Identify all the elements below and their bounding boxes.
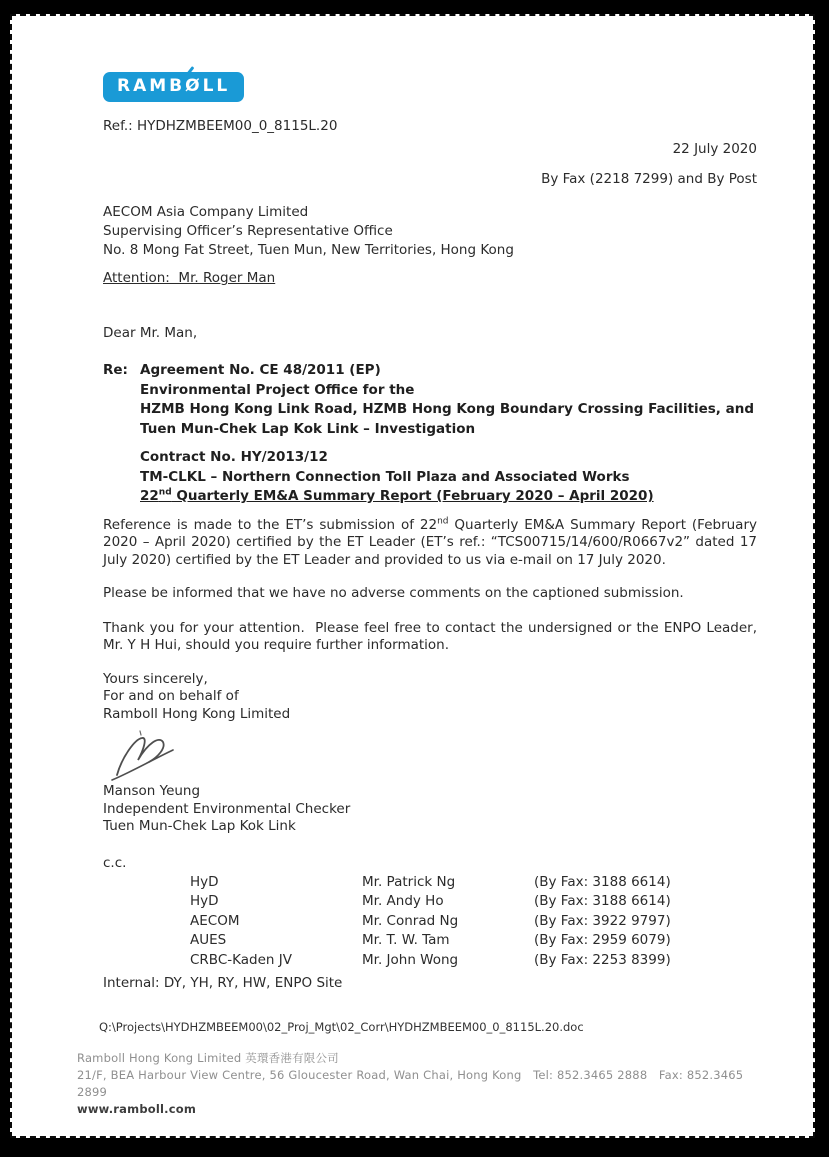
cc-fax: (By Fax: 3188 6614) (534, 873, 671, 890)
cc-row (190, 931, 757, 951)
report-title-rest: Quarterly EM&A Summary Report (February 2020 – April 2020) (171, 488, 654, 504)
report-title-pre: 22 (140, 488, 159, 504)
closing-block (103, 671, 757, 724)
cc-row (190, 951, 757, 971)
cc-row (190, 873, 757, 893)
cc-label: c.c. (103, 854, 127, 871)
cc-fax: (By Fax: 2253 8399) (534, 951, 671, 968)
footer-website: www.ramboll.com (77, 1101, 197, 1116)
contract-block (140, 448, 757, 507)
cc-org: AUES (190, 932, 227, 948)
cc-org: CRBC-Kaden JV (190, 951, 292, 968)
ramboll-logo-text: RAMBØLL (117, 76, 231, 96)
subject-block (103, 361, 757, 439)
paragraph-thanks: Thank you for your attention. Please feel free to contact the undersigned or the ENPO Leader, Mr. Y H Hui, should you require further information. (103, 619, 762, 653)
closing-line: For and on behalf of (103, 688, 239, 704)
superscript-nd: nd (158, 487, 172, 498)
cc-name: Mr. John Wong (362, 951, 459, 968)
cc-org: AECOM (190, 912, 240, 929)
recipient-company: AECOM Asia Company Limited (103, 204, 309, 220)
delivery-method: By Fax (2218 7299) and By Post (541, 171, 757, 187)
letterhead-footer (77, 1050, 757, 1118)
logo-o-slash-tip (187, 66, 195, 75)
paragraph-reference (103, 517, 757, 570)
attention-line: Attention: Mr. Roger Man (103, 270, 276, 286)
cc-fax: (By Fax: 3188 6614) (534, 893, 671, 909)
cc-name: Mr. T. W. Tam (362, 932, 450, 948)
signature-scribble-icon (109, 729, 201, 783)
footer-address-contacts: 21/F, BEA Harbour View Centre, 56 Gloucester Road, Wan Chai, Hong Kong Tel: 852.3465 2888 Fax: 852.3465 2899 (77, 1067, 748, 1099)
footer-company-name: Ramboll Hong Kong Limited 英環香港有限公司 (77, 1050, 339, 1065)
cc-row (190, 892, 757, 912)
cc-fax: (By Fax: 2959 6079) (534, 932, 671, 948)
recipient-address-block (103, 203, 757, 260)
paragraph-no-comments: Please be informed that we have no adverse comments on the captioned submission. (103, 585, 684, 601)
contract-line: TM-CLKL – Northern Connection Toll Plaza and Associated Works (140, 468, 630, 485)
reference-number: Ref.: HYDHZMBEEM00_0_8115L.20 (103, 118, 338, 134)
subject-line: Agreement No. CE 48/2011 (EP) (140, 362, 381, 378)
handwritten-signature (109, 729, 757, 783)
closing-line: Ramboll Hong Kong Limited (103, 705, 291, 722)
recipient-street: No. 8 Mong Fat Street, Tuen Mun, New Territories, Hong Kong (103, 242, 514, 258)
signer-block (103, 783, 757, 836)
ramboll-logo (103, 72, 244, 102)
paragraph-reference-pre: Reference is made to the ET’s submission of 22 (103, 516, 438, 533)
report-title-line (140, 487, 757, 507)
subject-agreement-lines (140, 361, 754, 439)
salutation: Dear Mr. Man, (103, 325, 198, 341)
cc-name: Mr. Conrad Ng (362, 912, 459, 929)
subject-line: Environmental Project Office for the (140, 381, 415, 398)
superscript-nd: nd (437, 516, 449, 526)
letter-page (10, 14, 815, 1138)
cc-name: Mr. Andy Ho (362, 893, 444, 909)
cc-org: HyD (190, 873, 219, 890)
signer-name: Manson Yeung (103, 783, 201, 799)
re-label: Re: (103, 362, 128, 378)
subject-line: HZMB Hong Kong Link Road, HZMB Hong Kong Boundary Crossing Facilities, and (140, 401, 754, 417)
recipient-office: Supervising Officer’s Representative Office (103, 223, 393, 239)
internal-distribution: Internal: DY, YH, RY, HW, ENPO Site (103, 975, 343, 991)
cc-row (190, 912, 757, 932)
paragraph-reference-rest: Quarterly EM&A Summary Report (February 2020 – April 2020) certified by the ET Leader (ET’s ref.: “TCS00715/14/600/R0667v2” dated 17 July 2020) certified by the ET Leader and provided to us via e-mail on 17 July 2020. (103, 516, 757, 568)
subject-line: Tuen Mun-Chek Lap Kok Link – Investigation (140, 420, 476, 437)
cc-fax: (By Fax: 3922 9797) (534, 912, 671, 929)
document-file-path: Q:\Projects\HYDHZMBEEM00\02_Proj_Mgt\02_Corr\HYDHZMBEEM00_0_8115L.20.doc (99, 1019, 584, 1034)
contract-line: Contract No. HY/2013/12 (140, 449, 328, 465)
closing-line: Yours sincerely, (103, 670, 208, 687)
signer-title: Independent Environmental Checker (103, 800, 351, 817)
cc-table (190, 873, 757, 971)
cc-org: HyD (190, 893, 219, 909)
cc-name: Mr. Patrick Ng (362, 873, 456, 890)
signer-project: Tuen Mun-Chek Lap Kok Link (103, 818, 296, 834)
letter-date: 22 July 2020 (672, 141, 757, 157)
